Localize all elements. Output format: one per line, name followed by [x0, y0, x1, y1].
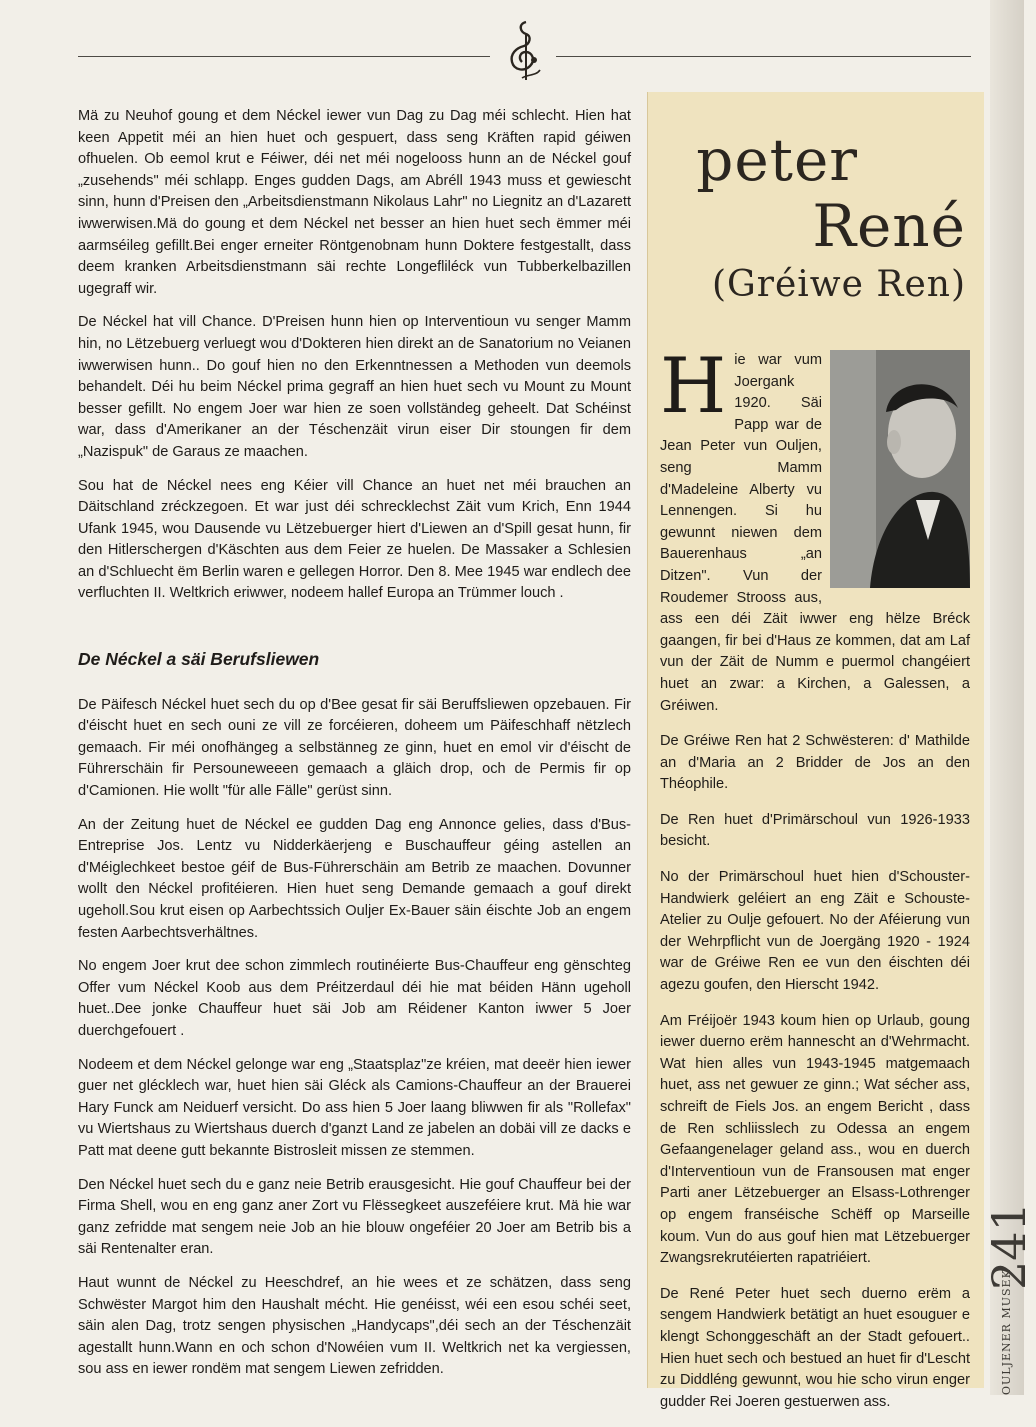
sidebar-text — [660, 341, 970, 1427]
drop-cap: H — [660, 341, 727, 430]
paragraph: Haut wunnt de Néckel zu Heeschdref, an hie wees et ze schätzen, dass seng Schwëster Margot him den Haushalt mécht. Hie genéisst, wéi een esou schéi seet, säin alen Dag, trotz sengen physischen „Handycaps",déi sech an der Téschenzäit agestallt hunn.Wann en och schon d'Nowéien vum II. Weltkrich net ka vergiessen, sou ass en iewer rondëm mat sengem Liewen zefridden. — [78, 1274, 631, 1378]
paragraph: De Päifesch Néckel huet sech du op d'Bee gesat fir säi Beruffsliewen opzebauen. Fir d'éischt huet en sech ouni ze vill ze forcéieren, doheem um Päifeschhaff nëtzlech gemaach. Fir méi onofhängeg a selbstänneg ze ginn, huet en emol vir d'éischt de Führerschäin fir Persouneweeen gemaach a gläich drop, och de Permis fir op d'Camionen. Hie wollt "für alle Fälle" gerüst sinn. — [78, 696, 631, 800]
sidebar-paragraph: Am Fréijoër 1943 koum hien op Urlaub, goung iewer duerno erëm hannescht an d'Wehrmacht. Wat hien alles vun 1943-1945 matgemaach huet, ass net gewuer ze ginn.; Wat sécher ass, schreift de Fiels Jos. an engem Bericht , dass de Ren schliisslech zu Odessa an engem Gefaangenelager geland ass., wou en duerch d'Interventioun vun de Fransousen mat enger Parti aner Lëtzebuerger an Elsass-Lothrenger op engem franséische Schëff op Marseille koum. Vun do aus gouf hien mat Lëtzebuerger Zwangsrekrutéierten rapatriéiert. — [660, 1012, 970, 1267]
paragraph: De Néckel hat vill Chance. D'Preisen hunn hien op Interventioun vu senger Mamm hin, no Lëtzebuerg verluegt wou d'Dokteren hien direkt an de Sanatorium no Veianen iwwerwisen hunn.. Do gouf hien no den Erkenntnessen a Methoden vun deemols behandelt. Déi hu beim Néckel prima gegraff an hien huet sech vu Mount zu Mount besser gefillt. No engem Joer war hien ze soen vollständeg geheelt. Dat Schéinst war, dass d'Amerikaner an der Téschenzäit virun eiser Dir stoungen fir dem „Nazispuk" de Garaus ze maachen. — [78, 314, 631, 460]
sidebar-paragraph: De Gréiwe Ren hat 2 Schwësteren: d' Mathilde an d'Maria an 2 Bridder de Jos an den Théophile. — [660, 733, 970, 793]
page-edge — [990, 0, 1024, 1395]
portrait-photo — [830, 350, 970, 588]
paragraph: Nodeem et dem Néckel gelonge war eng „Staatsplaz"ze kréien, mat deeër hien iewer guer net glécklech war, huet hien säi Gléck als Camions-Chauffeur an der Brauerei Hary Funck am Neiduerf versicht. Do ass hien 5 Joer laang bliwwen fir als "Rollefax" vu Wiertshaus zu Wiertshaus duerch d'ganzt Land ze jabelen an dobäi vill ze dacks e Patt mat deene gutt bekannte Bistrosleit missen ze stemmen. — [78, 1056, 631, 1159]
paragraph: Mä zu Neuhof goung et dem Néckel iewer vun Dag zu Dag méi schlecht. Hien hat keen Appetit méi an hien huet och gespuert, dass seng Kräften rapid géiwen ofhuelen. Ob eemol krut e Féiwer, déi net méi nogelooss hunn an de Néckel gouf „zusehends" méi schlapp. Enges gudden Dags, am Abréll 1943 muss et gewiescht sinn, hunn d'Preisen den „Arbeitsdienstmann Nikolaus Lahr" no Liegnitz an d'Lazarett iwwerwisen.Mä do goung et dem Néckel net besser an hien huet sech ëmmer méi aarmséileg gefillt.Bei enger erneiter Röntgenobnam hunn Doktere festgestallt, dass deem kranken Arbeitsdienstmann säi rechte Longefliléck vun Tubberkelbazillen ugegraff wir. — [78, 108, 631, 297]
header-rule-right — [556, 56, 971, 57]
emblem-icon — [496, 16, 552, 88]
article-left-column — [78, 106, 631, 1393]
running-footer: OULJENER MUSEK — [1000, 1269, 1013, 1395]
sidebar-paragraph-text: ie war vum Joergank 1920. Säi Papp war de Jean Peter vun Ouljen, seng Mamm d'Madeleine Alberty vu Lennengen. Si hu gewunnt niewen dem Bauerenhaus „an Ditzen". Vun der Roudemer Strooss aus, ass een déi Zäit iwwer eng hëlze Bréck gaangen, fir bei d'Haus ze kommen, dat am Laf vun der Zäit de Numm e puermol changéiert huet an zwar: a Kirchen, a Galessen, a Gréiwen. — [660, 352, 970, 714]
paragraph: Sou hat de Néckel nees eng Kéier vill Chance an huet net méi brauchen an Däitschland zréckzegoen. Et war just déi schrecklechst Zäit vum Krich, Enn 1944 Ufank 1945, wou Dausende vu Lëtzebuerger hiert d'Liewen an d'Spill gesat hunn, fir den Hitlerschergen d'Käschten aus dem Feier ze huelen. De Massaker a Schlesien an d'Schluecht ëm Berlin waren e gellegen Horror. Den 8. Mee 1945 war endlech dee verfluchten II. Weltkrich eriwwer, nodeem hallef Europa an Trümmer louch . — [78, 477, 631, 602]
paragraph: No engem Joer krut dee schon zimmlech routinéierte Bus-Chauffeur eng gënschteg Offer vum Néckel Koob aus dem Préitzerdaul déi hie mat béiden Hänn ugeholl huet..Dee jonke Chauffeur huet säi Job am Réidener Kanton iwwer 5 Joer duerchgefouert . — [78, 958, 631, 1039]
biography-sidebar — [647, 92, 984, 1410]
sidebar-paragraph: De Ren huet d'Primärschoul vun 1926-1933 besicht. — [660, 811, 970, 850]
header-rule-left — [78, 56, 490, 57]
page-number: 241 — [982, 1202, 1036, 1290]
sidebar-paragraph: No der Primärschoul huet hien d'Schouster-Handwierk geléiert an eng Zäit e Schouste-Atelier zu Oulje gefouert. No der Aféierung vun der Wehrpflicht vun de Joergäng 1920 - 1924 war de Gréiwe Ren ee vun den éischten déi agezu goufen, den Hierscht 1942. — [660, 869, 970, 994]
paragraph: An der Zeitung huet de Néckel ee gudden Dag eng Annonce gelies, dass d'Bus-Entreprise Jos. Lentz vu Nidderkäerjeng e Buschauffeur géing astellen an d'Méiglechkeet bestoe géif de Bus-Führerschäin am Betrib ze maachen. Dovunner wollt den Néckel profitéieren. Hien huet seng Demande gemaach a gouf direkt ugeholl.Sou krut eisen op Aarbechtssich Ouljer Ex-Bauer säin éischte Job an engem festen Aarbechtsverhältnes. — [78, 816, 631, 941]
paragraph: Den Néckel huet sech du e ganz neie Betrib erausgesicht. Hie gouf Chauffeur bei der Firma Shell, wou en eng ganz aner Zort vu Flëssegkeet auszeféiere krut. Mä hie war ganz zefridde mat sengem neie Job an hie blouw ongeféier 20 Joer am Betrib bis a säi Rentenalter eran. — [78, 1176, 631, 1258]
section-heading: De Néckel a säi Berufsliewen — [78, 649, 320, 670]
sidebar-title-line1: peter — [696, 126, 858, 194]
sidebar-title-line2: René — [812, 192, 966, 260]
sidebar-subtitle: (Gréiwe Ren) — [711, 264, 966, 305]
sidebar-paragraph: De René Peter huet sech duerno erëm a sengem Handwierk betätigt an huet esouguer e klengt Schonggeschäft an der Stadt gefouert.. Hien huet sech och bestued an huet fir d'Lescht zu Diddléng gewunnt, wou hie scho virun enger gudder Rei Joeren gestuerwen ass. — [660, 1285, 970, 1410]
